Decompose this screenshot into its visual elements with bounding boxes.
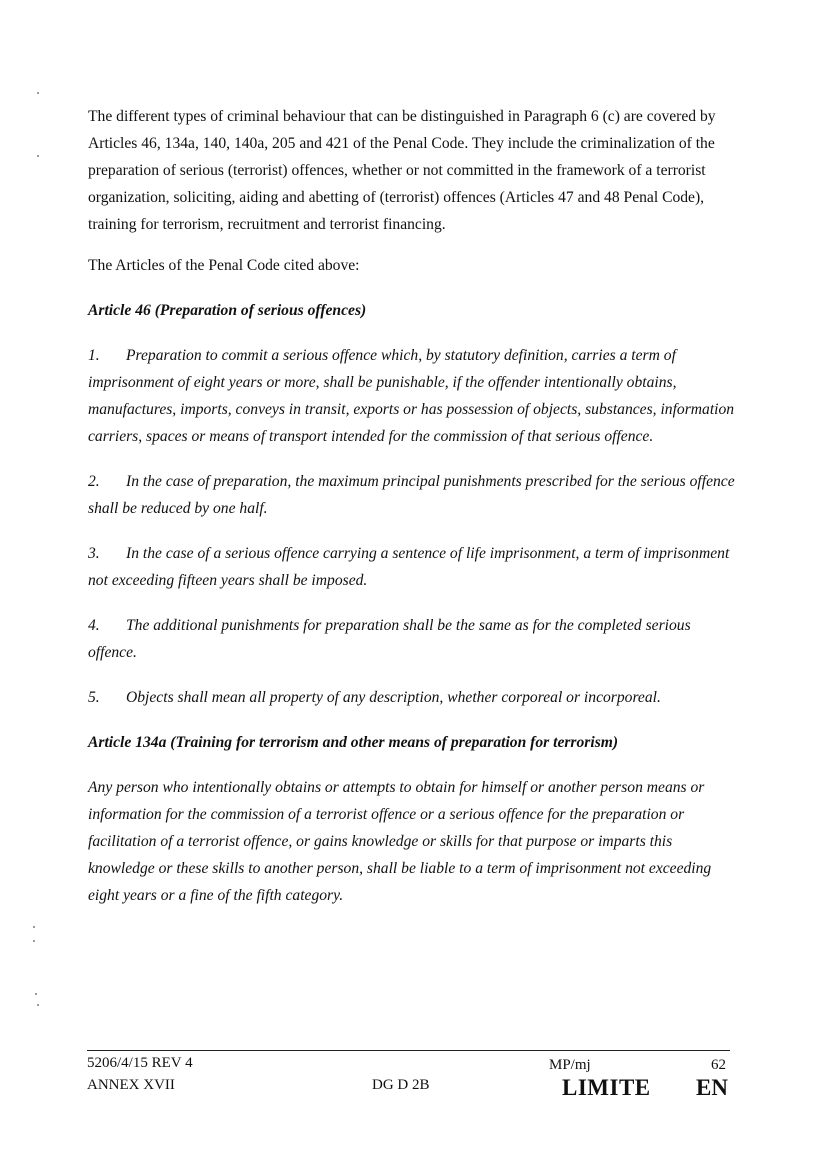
article-46-item bbox=[88, 612, 736, 666]
item-text: The additional punishments for preparation shall be the same as for the completed serious offence. bbox=[88, 617, 691, 661]
article-134a-text: Any person who intentionally obtains or attempts to obtain for himself or another person means or information for the commission of a terrorist offence or a serious offence for the preparation or facilitation of a terrorist offence, or gains knowledge or skills for that purpose or imparts this knowledge or these skills to another person, shall be liable to a term of imprisonment not exceeding eight years or a fine of the fifth category. bbox=[88, 779, 712, 904]
article-46-heading: Article 46 (Preparation of serious offences) bbox=[88, 302, 367, 319]
item-number: 1. bbox=[88, 347, 100, 364]
intro-paragraph: The different types of criminal behaviour that can be distinguished in Paragraph 6 (c) are covered by Articles 46, 134a, 140, 140a, 205 and 421 of the Penal Code. They include the criminalization of the preparation of serious (terrorist) offences, whether or not committed in the framework of a terrorist organization, soliciting, aiding and abetting of (terrorist) offences (Articles 47 and 48 Penal Code), training for terrorism, recruitment and terrorist financing. bbox=[88, 108, 716, 233]
article-134a-heading: Article 134a (Training for terrorism and other means of preparation for terrorism) bbox=[88, 734, 619, 751]
scan-speck bbox=[33, 926, 35, 928]
scan-speck bbox=[37, 1004, 39, 1006]
classification-marking: LIMITE bbox=[562, 1075, 651, 1100]
page-number: 62 bbox=[711, 1057, 726, 1073]
directorate-label: DG D 2B bbox=[372, 1077, 430, 1093]
item-number: 2. bbox=[88, 473, 100, 490]
footer-divider bbox=[87, 1050, 730, 1051]
article-46-item bbox=[88, 468, 736, 522]
document-body bbox=[88, 103, 736, 909]
item-text: In the case of a serious offence carrying a sentence of life imprisonment, a term of imprisonment not exceeding fifteen years shall be imposed. bbox=[88, 545, 730, 589]
document-reference: 5206/4/15 REV 4 bbox=[87, 1055, 193, 1071]
language-code: EN bbox=[696, 1075, 728, 1100]
item-number: 3. bbox=[88, 545, 100, 562]
page-footer bbox=[87, 1055, 730, 1105]
scan-speck bbox=[33, 940, 35, 942]
scan-speck bbox=[37, 92, 39, 94]
annex-label: ANNEX XVII bbox=[87, 1077, 175, 1093]
cited-articles-line: The Articles of the Penal Code cited above: bbox=[88, 257, 360, 274]
scan-speck bbox=[35, 993, 37, 995]
item-text: Objects shall mean all property of any description, whether corporeal or incorporeal. bbox=[126, 689, 661, 706]
scan-speck bbox=[37, 155, 39, 157]
article-46-item bbox=[88, 540, 736, 594]
item-text: In the case of preparation, the maximum principal punishments prescribed for the serious offence shall be reduced by one half. bbox=[88, 473, 735, 517]
author-initials: MP/mj bbox=[549, 1057, 591, 1073]
item-number: 4. bbox=[88, 617, 100, 634]
item-text: Preparation to commit a serious offence which, by statutory definition, carries a term of imprisonment of eight years or more, shall be punishable, if the offender intentionally obtains, manufactures, imports, conveys in transit, exports or has possession of objects, substances, information carriers, spaces or means of transport intended for the commission of that serious offence. bbox=[88, 347, 735, 445]
item-number: 5. bbox=[88, 689, 100, 706]
article-46-item bbox=[88, 684, 736, 711]
article-46-item bbox=[88, 342, 736, 450]
